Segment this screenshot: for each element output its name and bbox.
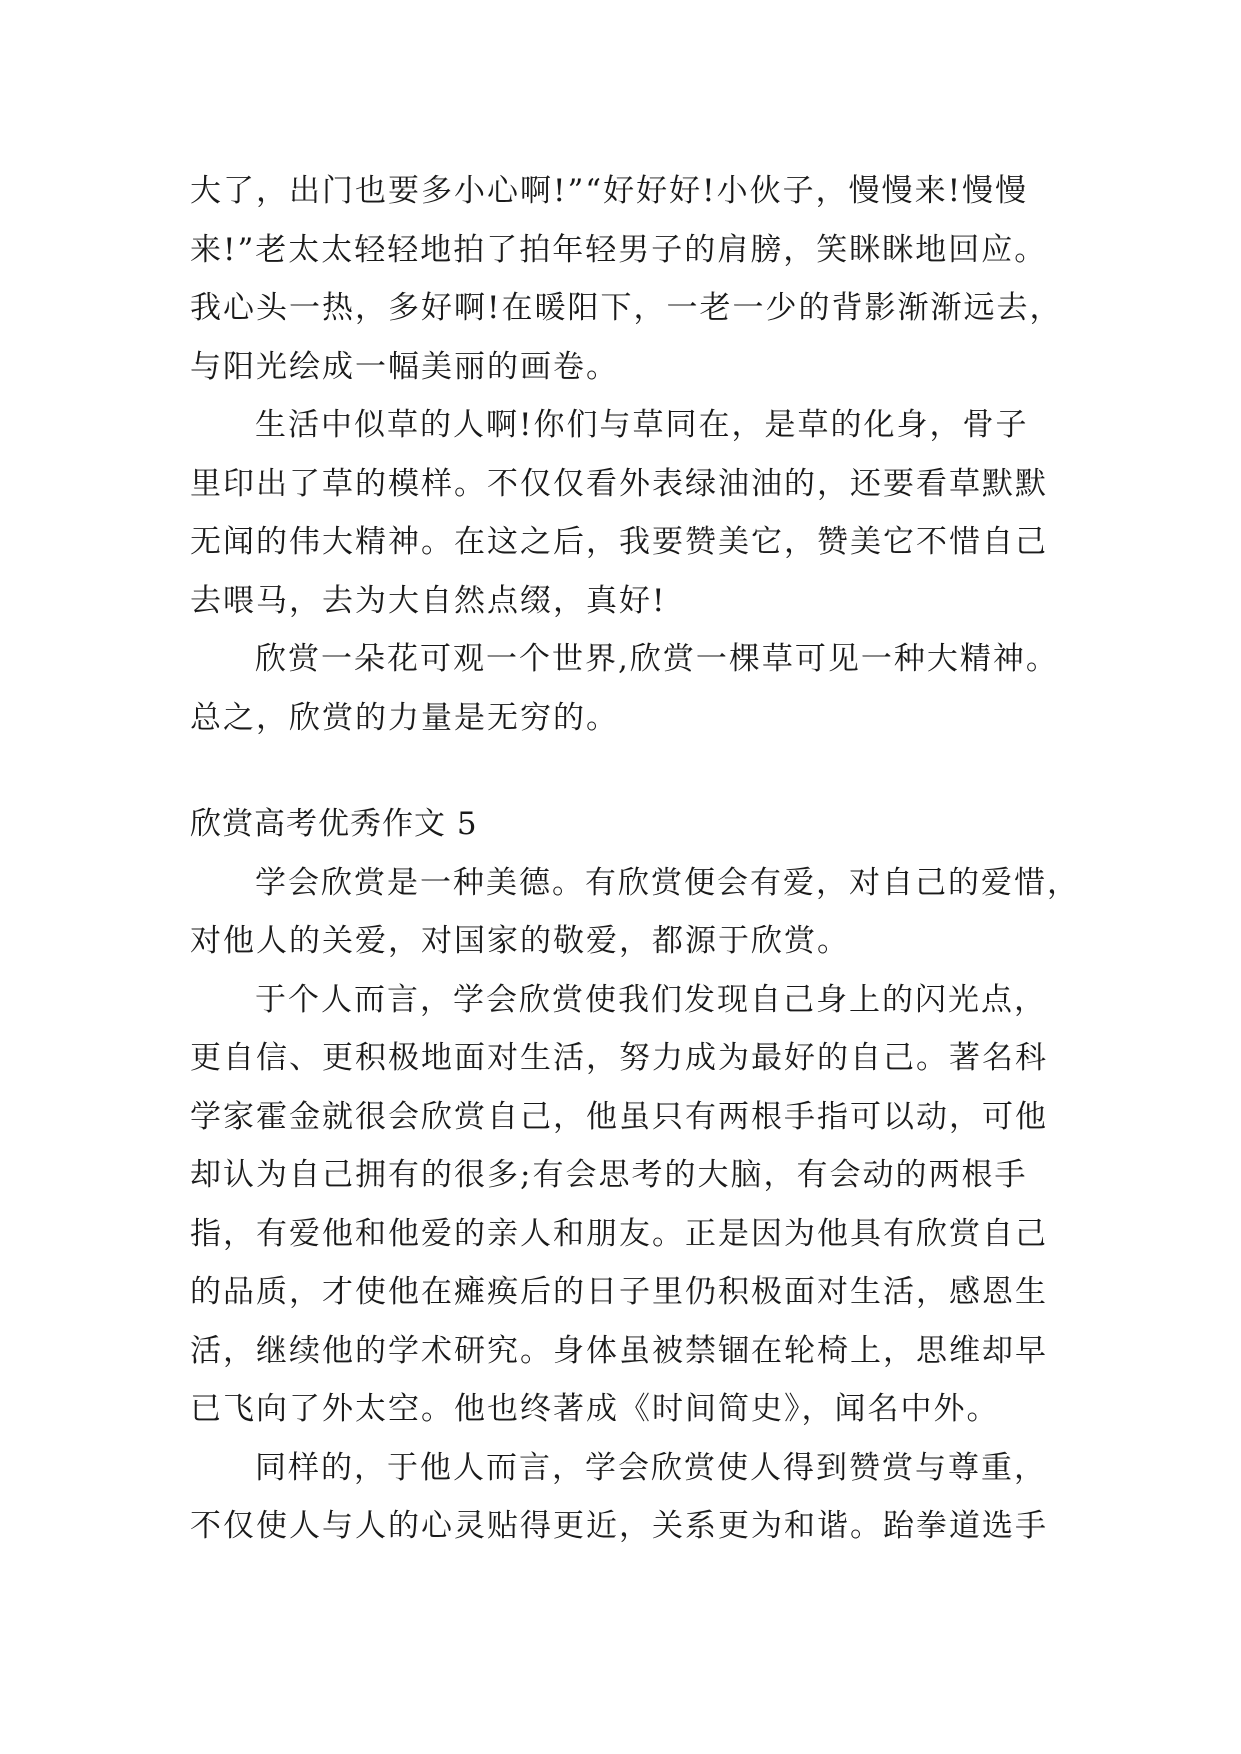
text-line: 已飞向了外太空。他也终著成《时间简史》，闻名中外。 (190, 1391, 1000, 1427)
text-line: 的品质，才使他在瘫痪后的日子里仍积极面对生活，感恩生 (190, 1274, 1048, 1310)
paragraph (190, 396, 1060, 630)
text-line: 学家霍金就很会欣赏自己，他虽只有两根手指可以动，可他 (190, 1098, 1048, 1135)
paragraph (190, 630, 1060, 747)
text-line: 学会欣赏是一种美德。有欣赏便会有爱，对自己的爱惜， (255, 864, 1080, 901)
text-line: 活，继续他的学术研究。身体虽被禁锢在轮椅上，思维却早 (190, 1332, 1048, 1369)
text-line: 却认为自己拥有的很多;有会思考的大脑，有会动的两根手 (190, 1157, 1028, 1193)
text-line: 里印出了草的模样。不仅仅看外表绿油油的，还要看草默默 (190, 465, 1048, 502)
text-line: 于个人而言，学会欣赏使我们发现自己身上的闪光点， (255, 981, 1047, 1018)
paragraph (190, 854, 1080, 971)
text-line: 更自信、更积极地面对生活，努力成为最好的自己。著名科 (190, 1040, 1048, 1076)
text-line: 不仅使人与人的心灵贴得更近，关系更为和谐。跆拳道选手 (190, 1508, 1048, 1544)
text-line: 指，有爱他和他爱的亲人和朋友。正是因为他具有欣赏自己 (190, 1215, 1048, 1252)
text-line: 来!”老太太轻轻地拍了拍年轻男子的肩膀，笑眯眯地回应。 (190, 231, 1048, 268)
document-body (190, 162, 1080, 1556)
text-line: 无闻的伟大精神。在这之后，我要赞美它，赞美它不惜自己 (190, 524, 1048, 560)
text-line: 总之，欣赏的力量是无穷的。 (190, 699, 619, 736)
paragraph (190, 1439, 1060, 1556)
text-line: 大了，出门也要多小心啊!”“好好好!小伙子，慢慢来!慢慢 (190, 173, 1029, 209)
text-line: 对他人的关爱，对国家的敬爱，都源于欣赏。 (190, 923, 850, 959)
paragraph (190, 162, 1063, 396)
text-line: 去喂马，去为大自然点缀，真好! (190, 582, 667, 619)
text-line: 与阳光绘成一幅美丽的画卷。 (190, 348, 619, 385)
paragraph (190, 971, 1060, 1439)
text-line: 同样的，于他人而言，学会欣赏使人得到赞赏与尊重， (255, 1449, 1047, 1486)
text-line: 欣赏一朵花可观一个世界,欣赏一棵草可见一种大精神。 (255, 641, 1059, 677)
section-heading: 欣赏高考优秀作文 5 (190, 806, 478, 842)
text-line: 我心头一热，多好啊!在暖阳下，一老一少的背影渐渐远去， (190, 290, 1063, 326)
text-line: 生活中似草的人啊!你们与草同在，是草的化身，骨子 (255, 407, 1029, 443)
